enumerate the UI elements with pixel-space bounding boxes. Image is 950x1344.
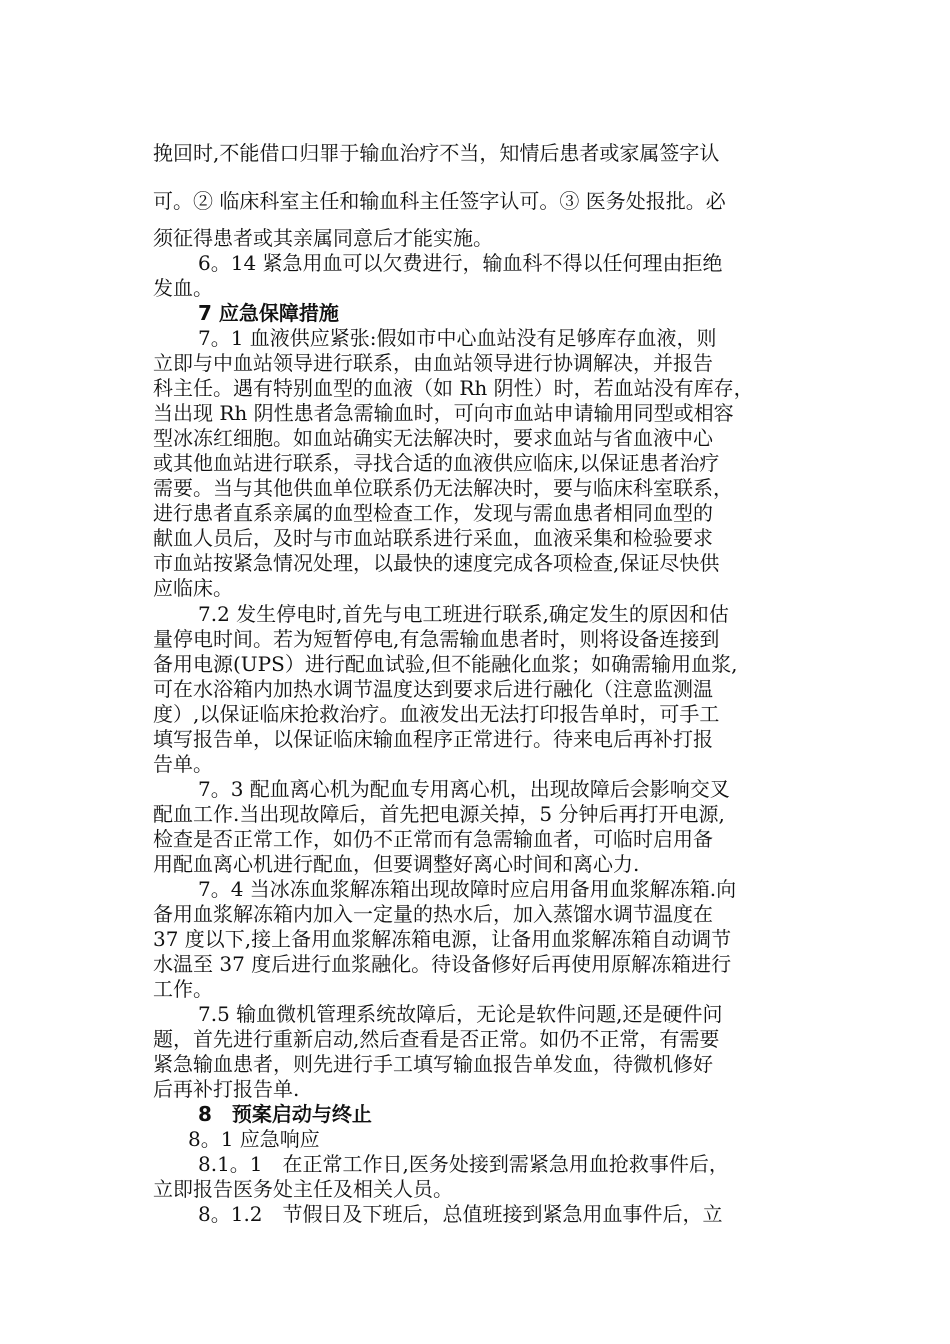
text-line: 用配血离心机进行配血，但要调整好离心时间和离心力. [153, 852, 640, 876]
subsection-heading: 8。1 应急响应 [188, 1127, 320, 1151]
text-line: 填写报告单，以保证临床输血程序正常进行。待来电后再补打报 [153, 727, 713, 751]
text-line: 备用电源(UPS）进行配血试验,但不能融化血浆；如确需输用血浆, [153, 652, 738, 676]
text-line: 水温至 37 度后进行血浆融化。待设备修好后再使用原解冻箱进行 [153, 952, 732, 976]
text-line: 备用血浆解冻箱内加入一定量的热水后，加入蒸馏水调节温度在 [153, 902, 713, 926]
text-line: 7.2 发生停电时,首先与电工班进行联系,确定发生的原因和估 [198, 602, 729, 626]
text-line: 7。4 当冰冻血浆解冻箱出现故障时应启用备用血浆解冻箱.向 [198, 877, 737, 901]
section-heading: 8 预案启动与终止 [198, 1102, 372, 1126]
text-line: 度）,以保证临床抢救治疗。血液发出无法打印报告单时，可手工 [153, 702, 720, 726]
text-line: 可。② 临床科室主任和输血科主任签字认可。③ 医务处报批。必 [153, 189, 726, 213]
text-line: 7。1 血液供应紧张:假如市中心血站没有足够库存血液，则 [198, 326, 717, 350]
text-line: 紧急输血患者，则先进行手工填写输血报告单发血，待微机修好 [153, 1052, 713, 1076]
text-line: 37 度以下,接上备用血浆解冻箱电源，让备用血浆解冻箱自动调节 [153, 927, 732, 951]
text-line: 发血。 [153, 276, 213, 300]
text-line: 科主任。遇有特别血型的血液（如 Rh 阴性）时，若血站没有库存， [153, 376, 754, 400]
text-line: 配血工作.当出现故障后，首先把电源关掉，5 分钟后再打开电源, [153, 802, 725, 826]
text-line: 挽回时,不能借口归罪于输血治疗不当，知情后患者或家属签字认 [153, 141, 720, 165]
text-line: 献血人员后，及时与市血站联系进行采血，血液采集和检验要求 [153, 526, 713, 550]
text-line: 应临床。 [153, 576, 233, 600]
text-line: 可在水浴箱内加热水调节温度达到要求后进行融化（注意监测温 [153, 677, 713, 701]
text-line: 须征得患者或其亲属同意后才能实施。 [153, 226, 493, 250]
text-line: 检查是否正常工作，如仍不正常而有急需输血者，可临时启用备 [153, 827, 713, 851]
text-line: 市血站按紧急情况处理，以最快的速度完成各项检查,保证尽快供 [153, 551, 720, 575]
text-line: 当出现 Rh 阴性患者急需输血时，可向市血站申请输用同型或相容 [153, 401, 734, 425]
text-line: 需要。当与其他供血单位联系仍无法解决时，要与临床科室联系， [153, 476, 733, 500]
text-line: 7。3 配血离心机为配血专用离心机，出现故障后会影响交叉 [198, 777, 730, 801]
text-line: 进行患者直系亲属的血型检查工作，发现与需血患者相同血型的 [153, 501, 713, 525]
text-line: 立即报告医务处主任及相关人员。 [153, 1177, 453, 1201]
section-heading: 7 应急保障措施 [198, 301, 339, 325]
text-line: 后再补打报告单. [153, 1077, 300, 1101]
text-line: 或其他血站进行联系，寻找合适的血液供应临床,以保证患者治疗 [153, 451, 720, 475]
text-line: 型冰冻红细胞。如血站确实无法解决时，要求血站与省血液中心 [153, 426, 713, 450]
text-line: 题，首先进行重新启动,然后查看是否正常。如仍不正常，有需要 [153, 1027, 720, 1051]
text-line: 7.5 输血微机管理系统故障后，无论是软件问题,还是硬件问 [198, 1002, 723, 1026]
text-line: 量停电时间。若为短暂停电,有急需输血患者时，则将设备连接到 [153, 627, 720, 651]
text-line: 8.1。1 在正常工作日,医务处接到需紧急用血抢救事件后， [198, 1152, 729, 1176]
text-line: 8。1.2 节假日及下班后，总值班接到紧急用血事件后，立 [198, 1202, 723, 1226]
text-line: 立即与中血站领导进行联系，由血站领导进行协调解决，并报告 [153, 351, 713, 375]
text-line: 告单。 [153, 752, 213, 776]
text-line: 工作。 [153, 977, 213, 1001]
text-line: 6。14 紧急用血可以欠费进行，输血科不得以任何理由拒绝 [198, 251, 723, 275]
